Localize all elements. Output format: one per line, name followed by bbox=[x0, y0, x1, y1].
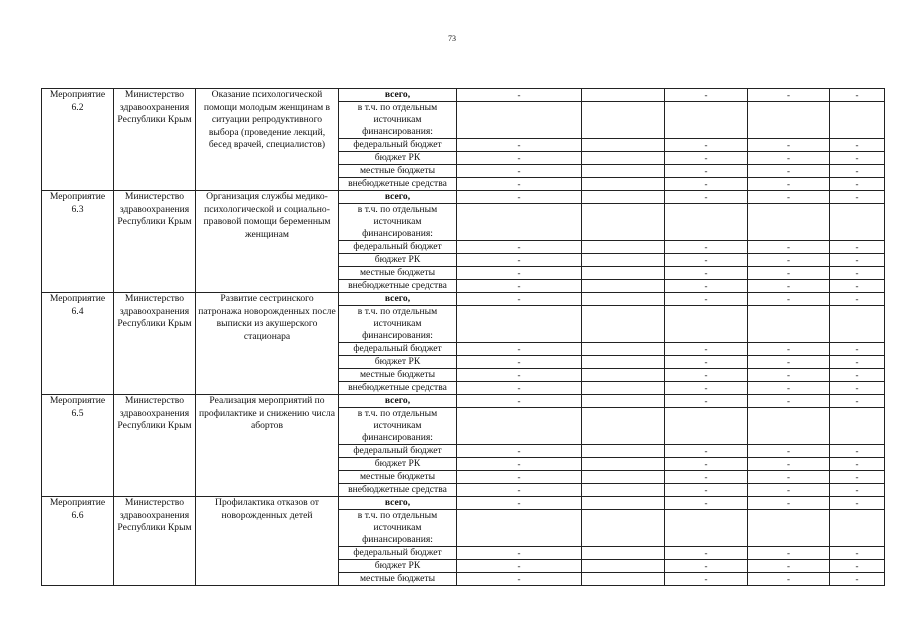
value-cell: - bbox=[457, 293, 582, 306]
funding-table bbox=[41, 88, 885, 586]
value-cell bbox=[582, 573, 665, 586]
value-cell: - bbox=[665, 445, 748, 458]
value-cell: - bbox=[748, 560, 830, 573]
value-cell: - bbox=[665, 241, 748, 254]
value-cell bbox=[665, 510, 748, 547]
value-cell bbox=[748, 102, 830, 139]
value-cell bbox=[582, 102, 665, 139]
value-cell bbox=[582, 204, 665, 241]
funding-source-cell: бюджет РК bbox=[339, 152, 457, 165]
value-cell bbox=[830, 408, 885, 445]
value-cell: - bbox=[457, 497, 582, 510]
value-cell: - bbox=[748, 343, 830, 356]
value-cell: - bbox=[457, 165, 582, 178]
value-cell bbox=[665, 306, 748, 343]
value-cell: - bbox=[830, 497, 885, 510]
value-cell: - bbox=[457, 191, 582, 204]
ministry-cell: Министерство здравоохранения Республики Крым bbox=[114, 191, 196, 293]
value-cell: - bbox=[665, 356, 748, 369]
value-cell: - bbox=[748, 356, 830, 369]
funding-source-cell: внебюджетные средства bbox=[339, 280, 457, 293]
event-cell: Мероприятие 6.2 bbox=[42, 89, 114, 191]
value-cell: - bbox=[457, 241, 582, 254]
ministry-cell: Министерство здравоохранения Республики Крым bbox=[114, 293, 196, 395]
description-cell: Оказание психологической помощи молодым женщинам в ситуации репродуктивного выбора (проведение лекций, бесед врачей, специалистов) bbox=[196, 89, 339, 191]
funding-source-cell: в т.ч. по отдельным источникам финансирования: bbox=[339, 306, 457, 343]
value-cell: - bbox=[665, 395, 748, 408]
value-cell bbox=[748, 204, 830, 241]
value-cell: - bbox=[665, 178, 748, 191]
value-cell bbox=[582, 191, 665, 204]
value-cell bbox=[748, 510, 830, 547]
value-cell: - bbox=[457, 89, 582, 102]
funding-source-cell: в т.ч. по отдельным источникам финансирования: bbox=[339, 204, 457, 241]
value-cell bbox=[582, 293, 665, 306]
value-cell: - bbox=[830, 445, 885, 458]
value-cell: - bbox=[830, 139, 885, 152]
ministry-cell: Министерство здравоохранения Республики Крым bbox=[114, 395, 196, 497]
funding-source-cell: бюджет РК bbox=[339, 356, 457, 369]
value-cell bbox=[457, 102, 582, 139]
value-cell: - bbox=[748, 178, 830, 191]
value-cell: - bbox=[830, 484, 885, 497]
value-cell bbox=[457, 408, 582, 445]
value-cell: - bbox=[665, 280, 748, 293]
table-row bbox=[42, 497, 885, 510]
value-cell bbox=[582, 408, 665, 445]
value-cell: - bbox=[830, 165, 885, 178]
value-cell: - bbox=[830, 382, 885, 395]
event-cell: Мероприятие 6.4 bbox=[42, 293, 114, 395]
value-cell: - bbox=[665, 484, 748, 497]
value-cell: - bbox=[457, 356, 582, 369]
value-cell bbox=[748, 306, 830, 343]
value-cell: - bbox=[748, 573, 830, 586]
value-cell: - bbox=[830, 458, 885, 471]
value-cell bbox=[582, 458, 665, 471]
value-cell: - bbox=[830, 369, 885, 382]
value-cell: - bbox=[665, 293, 748, 306]
value-cell: - bbox=[457, 382, 582, 395]
funding-source-cell: внебюджетные средства bbox=[339, 484, 457, 497]
value-cell: - bbox=[830, 356, 885, 369]
value-cell bbox=[665, 204, 748, 241]
value-cell bbox=[830, 510, 885, 547]
ministry-cell: Министерство здравоохранения Республики Крым bbox=[114, 497, 196, 586]
value-cell: - bbox=[748, 254, 830, 267]
value-cell bbox=[582, 356, 665, 369]
value-cell: - bbox=[665, 471, 748, 484]
value-cell: - bbox=[830, 293, 885, 306]
value-cell: - bbox=[830, 573, 885, 586]
value-cell: - bbox=[665, 191, 748, 204]
table-row bbox=[42, 191, 885, 204]
value-cell: - bbox=[830, 267, 885, 280]
value-cell bbox=[748, 408, 830, 445]
value-cell: - bbox=[748, 369, 830, 382]
value-cell: - bbox=[665, 560, 748, 573]
value-cell: - bbox=[665, 382, 748, 395]
value-cell bbox=[582, 241, 665, 254]
value-cell bbox=[582, 547, 665, 560]
funding-source-cell: бюджет РК bbox=[339, 560, 457, 573]
funding-source-cell: местные бюджеты bbox=[339, 267, 457, 280]
value-cell: - bbox=[748, 445, 830, 458]
funding-source-cell: всего, bbox=[339, 191, 457, 204]
value-cell: - bbox=[748, 241, 830, 254]
ministry-cell: Министерство здравоохранения Республики Крым bbox=[114, 89, 196, 191]
value-cell bbox=[582, 471, 665, 484]
value-cell: - bbox=[748, 471, 830, 484]
value-cell: - bbox=[748, 152, 830, 165]
value-cell: - bbox=[665, 267, 748, 280]
value-cell bbox=[582, 152, 665, 165]
table-body bbox=[42, 89, 885, 586]
value-cell: - bbox=[665, 497, 748, 510]
funding-source-cell: в т.ч. по отдельным источникам финансирования: bbox=[339, 102, 457, 139]
funding-source-cell: федеральный бюджет bbox=[339, 241, 457, 254]
value-cell: - bbox=[457, 547, 582, 560]
value-cell: - bbox=[748, 165, 830, 178]
funding-source-cell: всего, bbox=[339, 89, 457, 102]
value-cell: - bbox=[665, 165, 748, 178]
value-cell bbox=[582, 178, 665, 191]
value-cell bbox=[830, 102, 885, 139]
value-cell: - bbox=[830, 547, 885, 560]
value-cell: - bbox=[665, 139, 748, 152]
value-cell bbox=[457, 510, 582, 547]
value-cell: - bbox=[830, 191, 885, 204]
value-cell: - bbox=[830, 343, 885, 356]
value-cell: - bbox=[830, 254, 885, 267]
value-cell: - bbox=[748, 458, 830, 471]
value-cell: - bbox=[457, 560, 582, 573]
value-cell: - bbox=[457, 139, 582, 152]
value-cell bbox=[582, 484, 665, 497]
value-cell: - bbox=[665, 458, 748, 471]
value-cell bbox=[665, 408, 748, 445]
value-cell: - bbox=[457, 458, 582, 471]
value-cell: - bbox=[665, 547, 748, 560]
value-cell: - bbox=[748, 280, 830, 293]
value-cell bbox=[582, 510, 665, 547]
value-cell bbox=[582, 395, 665, 408]
value-cell: - bbox=[665, 152, 748, 165]
funding-source-cell: местные бюджеты bbox=[339, 165, 457, 178]
value-cell: - bbox=[748, 89, 830, 102]
funding-source-cell: федеральный бюджет bbox=[339, 139, 457, 152]
description-cell: Реализация мероприятий по профилактике и снижению числа абортов bbox=[196, 395, 339, 497]
value-cell: - bbox=[457, 369, 582, 382]
value-cell: - bbox=[665, 573, 748, 586]
value-cell: - bbox=[457, 178, 582, 191]
event-cell: Мероприятие 6.3 bbox=[42, 191, 114, 293]
funding-source-cell: внебюджетные средства bbox=[339, 382, 457, 395]
value-cell: - bbox=[748, 293, 830, 306]
funding-source-cell: всего, bbox=[339, 395, 457, 408]
funding-source-cell: всего, bbox=[339, 497, 457, 510]
value-cell: - bbox=[748, 382, 830, 395]
funding-source-cell: федеральный бюджет bbox=[339, 547, 457, 560]
value-cell: - bbox=[457, 484, 582, 497]
funding-source-cell: бюджет РК bbox=[339, 458, 457, 471]
funding-source-cell: в т.ч. по отдельным источникам финансирования: bbox=[339, 510, 457, 547]
value-cell: - bbox=[830, 89, 885, 102]
value-cell: - bbox=[830, 471, 885, 484]
value-cell bbox=[582, 560, 665, 573]
funding-source-cell: местные бюджеты bbox=[339, 471, 457, 484]
value-cell: - bbox=[457, 395, 582, 408]
table-row bbox=[42, 89, 885, 102]
funding-source-cell: всего, bbox=[339, 293, 457, 306]
funding-source-cell: в т.ч. по отдельным источникам финансирования: bbox=[339, 408, 457, 445]
value-cell bbox=[582, 254, 665, 267]
value-cell bbox=[582, 165, 665, 178]
value-cell: - bbox=[830, 395, 885, 408]
value-cell: - bbox=[748, 395, 830, 408]
value-cell bbox=[582, 445, 665, 458]
value-cell: - bbox=[665, 89, 748, 102]
funding-source-cell: бюджет РК bbox=[339, 254, 457, 267]
table-row bbox=[42, 293, 885, 306]
value-cell bbox=[665, 102, 748, 139]
description-cell: Профилактика отказов от новорожденных детей bbox=[196, 497, 339, 586]
funding-source-cell: местные бюджеты bbox=[339, 369, 457, 382]
value-cell: - bbox=[830, 152, 885, 165]
value-cell bbox=[582, 382, 665, 395]
value-cell bbox=[457, 306, 582, 343]
value-cell: - bbox=[748, 267, 830, 280]
value-cell bbox=[582, 139, 665, 152]
value-cell bbox=[582, 267, 665, 280]
value-cell bbox=[582, 369, 665, 382]
page-number: 73 bbox=[448, 34, 456, 43]
value-cell: - bbox=[748, 191, 830, 204]
value-cell: - bbox=[665, 254, 748, 267]
value-cell bbox=[582, 280, 665, 293]
value-cell: - bbox=[748, 497, 830, 510]
table-row bbox=[42, 395, 885, 408]
value-cell: - bbox=[457, 267, 582, 280]
value-cell: - bbox=[830, 241, 885, 254]
funding-source-cell: федеральный бюджет bbox=[339, 343, 457, 356]
value-cell: - bbox=[830, 178, 885, 191]
value-cell: - bbox=[748, 547, 830, 560]
description-cell: Развитие сестринского патронажа новорожденных после выписки из акушерского стационара bbox=[196, 293, 339, 395]
value-cell: - bbox=[457, 343, 582, 356]
value-cell: - bbox=[457, 254, 582, 267]
value-cell bbox=[457, 204, 582, 241]
funding-source-cell: федеральный бюджет bbox=[339, 445, 457, 458]
event-cell: Мероприятие 6.5 bbox=[42, 395, 114, 497]
value-cell bbox=[582, 89, 665, 102]
value-cell bbox=[582, 343, 665, 356]
value-cell bbox=[582, 497, 665, 510]
value-cell: - bbox=[748, 139, 830, 152]
value-cell: - bbox=[457, 152, 582, 165]
event-cell: Мероприятие 6.6 bbox=[42, 497, 114, 586]
value-cell: - bbox=[457, 445, 582, 458]
value-cell: - bbox=[665, 343, 748, 356]
value-cell: - bbox=[457, 471, 582, 484]
value-cell bbox=[830, 306, 885, 343]
value-cell: - bbox=[830, 560, 885, 573]
value-cell: - bbox=[830, 280, 885, 293]
value-cell bbox=[582, 306, 665, 343]
funding-source-cell: местные бюджеты bbox=[339, 573, 457, 586]
value-cell: - bbox=[457, 280, 582, 293]
value-cell: - bbox=[665, 369, 748, 382]
description-cell: Организация службы медико-психологической и социально-правовой помощи беременным женщинам bbox=[196, 191, 339, 293]
funding-source-cell: внебюджетные средства bbox=[339, 178, 457, 191]
value-cell: - bbox=[457, 573, 582, 586]
value-cell: - bbox=[748, 484, 830, 497]
value-cell bbox=[830, 204, 885, 241]
